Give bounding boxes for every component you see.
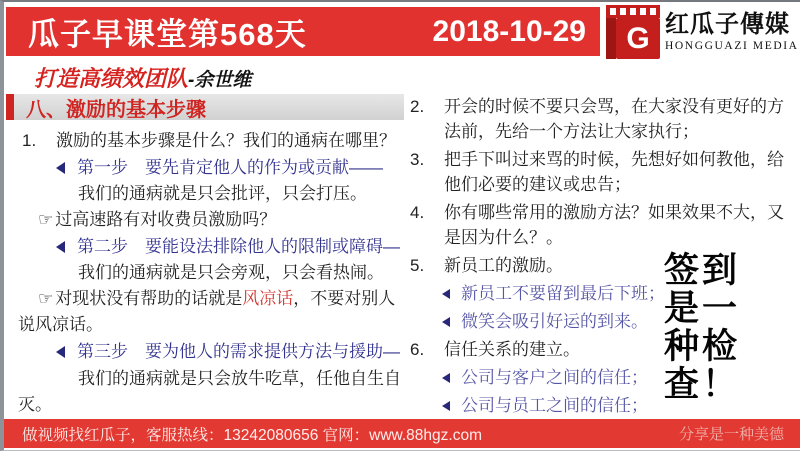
hongguazi-logo-icon — [606, 5, 660, 59]
banner-date: 2018-10-29 — [432, 14, 586, 48]
brand-name-cn: 红瓜子傳媒 — [665, 12, 790, 38]
logo-g-letter: G — [616, 18, 660, 59]
film-hole-icon — [640, 8, 646, 15]
footer-contact: 做视频找红瓜子，客服热线：13242080656 官网：www.88hgz.com — [22, 426, 482, 444]
item-number: 5. — [410, 256, 425, 275]
step-text: 第二步 要能设法排除他人的限制或障碍— — [77, 237, 400, 256]
tip-text: ，不要对别人说风凉话。 — [18, 289, 396, 334]
brand-name-en: HONGGUAZI MEDIA — [665, 40, 799, 52]
film-hole-icon — [620, 8, 626, 15]
section-title: 八、激励的基本步骤 — [26, 98, 206, 121]
bullet-text: 公司与客户之间的信任； — [461, 368, 648, 387]
list-item — [410, 94, 794, 144]
film-hole-icon — [650, 8, 656, 15]
bullet-text: 新员工不要留到最后下班； — [461, 284, 665, 303]
logo-spine — [606, 18, 616, 59]
tip-text: 过高速路有对收费员激励吗？ — [55, 210, 277, 229]
item-text: 信任关系的建立。 — [444, 340, 580, 359]
list-item — [22, 128, 402, 154]
item-text: 把手下叫过来骂的时候，先想好如何教他，给他们必要的建议或忠告； — [444, 150, 784, 194]
sub-bullet — [442, 281, 794, 306]
tip-highlight: 风凉话 — [242, 289, 294, 308]
sub-bullet — [442, 365, 794, 390]
triangle-bullet-icon — [442, 401, 450, 411]
triangle-bullet-icon — [442, 289, 450, 299]
bullet-text: 公司与员工之间的信任； — [461, 396, 648, 415]
step-text: 第一步 要先肯定他人的作为或贡献—— — [77, 158, 383, 177]
callout-line: 查！ — [664, 365, 741, 404]
brand-logo — [602, 2, 800, 62]
item-text: 新员工的激励。 — [444, 256, 563, 275]
callout-line: 是一 — [664, 289, 741, 328]
pointing-hand-icon: ☞ — [38, 289, 54, 308]
item-number: 4. — [410, 203, 425, 222]
callout-line: 种检 — [664, 327, 741, 366]
step-note: 我们的通病就是只会放牛吃草，任他自生自灭。 — [18, 369, 401, 414]
list-item — [410, 200, 794, 250]
sub-bullet — [442, 309, 794, 334]
step-line — [56, 339, 402, 365]
step-note: 我们的通病就是只会批评，只会打压。 — [78, 184, 367, 203]
step-line — [56, 234, 402, 260]
course-subtitle — [34, 62, 251, 93]
callout-line: 签到 — [664, 251, 741, 290]
tip-line — [38, 207, 402, 233]
triangle-bullet-icon — [56, 241, 65, 253]
left-column — [18, 128, 402, 418]
film-strip-icon — [606, 5, 660, 18]
section-header-bar — [6, 94, 404, 120]
tip-text: 对现状没有帮助的话就是 — [55, 289, 243, 308]
step-text: 第三步 要为他人的需求提供方法与援助— — [77, 342, 400, 361]
brand-text — [665, 12, 799, 52]
triangle-bullet-icon — [56, 162, 65, 174]
item-text: 激励的基本步骤是什么？我们的通病在哪里？ — [56, 131, 396, 150]
footer-slogan: 分享是一种美德 — [678, 426, 784, 443]
triangle-bullet-icon — [56, 346, 65, 358]
banner-title: 瓜子早课堂第568天 — [28, 17, 307, 52]
course-name: 打造高绩效团队 — [34, 66, 189, 91]
bullet-text: 微笑会吸引好运的到来。 — [461, 312, 648, 331]
list-item — [410, 147, 794, 197]
item-text: 你有哪些常用的激励方法？如果效果不大，又是因为什么？。 — [444, 203, 784, 247]
pointing-hand-icon: ☞ — [38, 210, 54, 229]
item-number: 6. — [410, 340, 425, 359]
step-line — [56, 155, 402, 181]
footer-banner — [4, 419, 800, 448]
film-hole-icon — [610, 8, 616, 15]
item-number: 3. — [410, 150, 425, 169]
item-number: 2. — [410, 97, 425, 116]
item-text: 开会的时候不要只会骂，在大家没有更好的方法前，先给一个方法让大家执行； — [444, 97, 784, 141]
triangle-bullet-icon — [442, 373, 450, 383]
triangle-bullet-icon — [442, 317, 450, 327]
sub-bullet — [442, 393, 794, 418]
step-note: 我们的通病就是只会旁观，只会看热闹。 — [78, 263, 384, 282]
signin-callout — [664, 252, 740, 404]
film-hole-icon — [630, 8, 636, 15]
item-number: 1. — [22, 131, 37, 150]
lecturer-name: -余世维 — [188, 70, 252, 91]
top-banner — [6, 7, 600, 56]
tip-line — [18, 286, 402, 338]
